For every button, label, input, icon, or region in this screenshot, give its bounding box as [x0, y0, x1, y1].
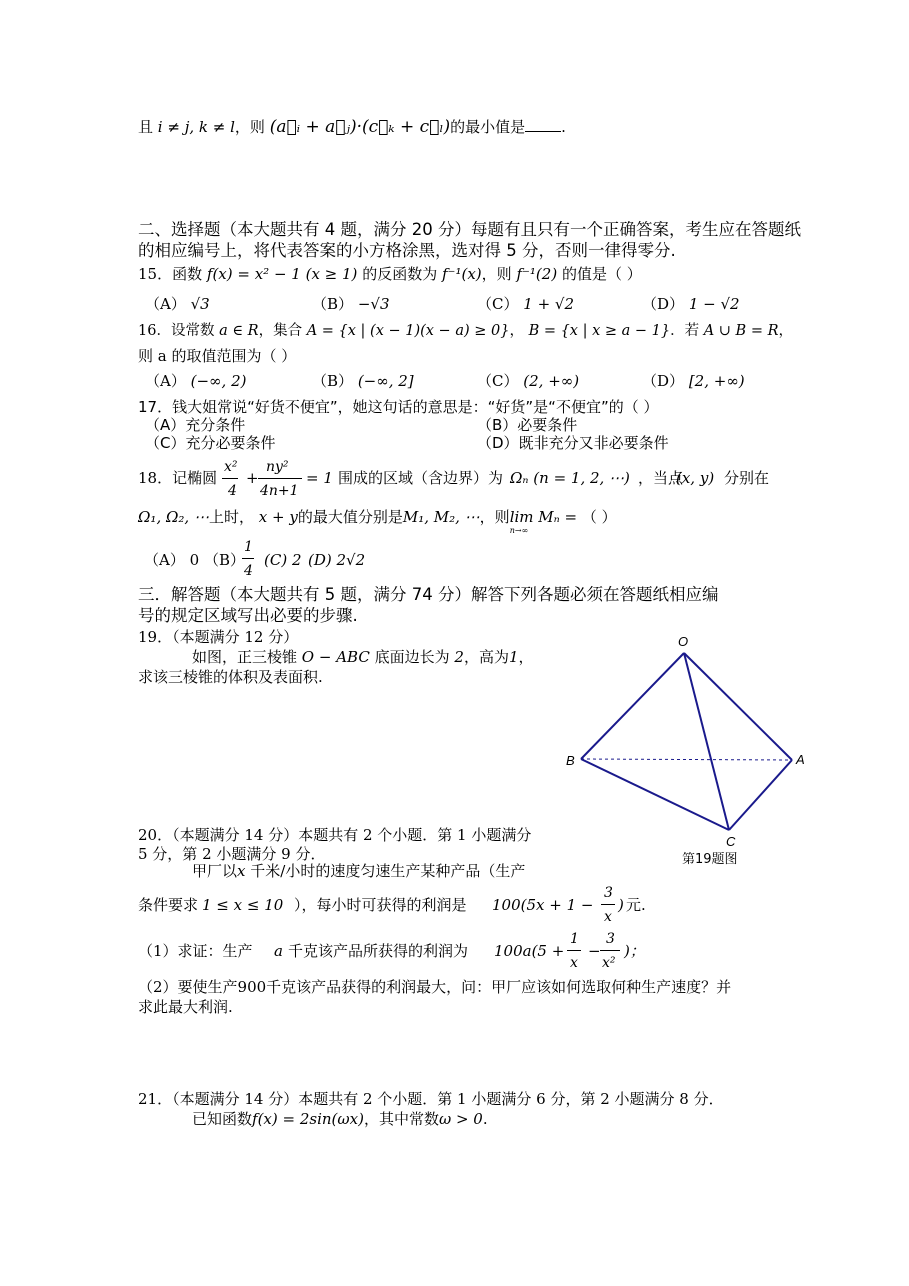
option-label: （D） [642, 295, 685, 313]
option-label: （A） [145, 416, 186, 434]
condition: 1 ≤ x ≤ 10 [202, 896, 284, 914]
text: 设常数 [170, 323, 215, 339]
text: − [588, 942, 601, 960]
question-20-head: 20．（本题满分 14 分）本题共有 2 个小题．第 1 小题满分 [138, 826, 532, 844]
value: 1 [508, 648, 519, 666]
edge-ob [581, 653, 684, 759]
text: 元. [626, 896, 646, 914]
text: 分别在 [724, 469, 770, 487]
text: ，当点 [638, 469, 684, 487]
text: . [561, 118, 566, 136]
q14-continuation [138, 118, 566, 136]
question-19-body [192, 648, 534, 666]
text: + [246, 469, 259, 487]
inverse-function: f⁻¹(x) [442, 265, 482, 283]
text: ，则 [479, 508, 510, 526]
text: ) [618, 896, 624, 914]
edge-bc [581, 759, 729, 830]
vector-expression: (a⃗ᵢ + a⃗ⱼ)·(c⃗ₖ + c⃗ₗ) [269, 117, 451, 137]
fraction-numerator: x² [224, 459, 238, 475]
text: )； [624, 942, 645, 960]
fraction-numerator: 1 [570, 931, 579, 947]
text: 的值是（ ） [561, 265, 642, 283]
option-label: （D） [477, 434, 519, 452]
question-17: 17．钱大姐常说“好货不便宜”，她这句话的意思是：“好货”是“不便宜”的（ ） [138, 398, 659, 416]
fraction-denominator: 4n+1 [260, 483, 299, 499]
option-label: （C） [145, 434, 186, 452]
point-expression: (x, y) [676, 469, 715, 487]
q16-option-c [477, 372, 579, 390]
option-label: （A） [145, 372, 186, 390]
question-number: 16． [138, 323, 171, 339]
text: 如图，正三棱锥 [192, 648, 298, 666]
text: ，则 [234, 118, 265, 136]
question-21-head: 21．（本题满分 14 分）本题共有 2 个小题．第 1 小题满分 6 分，第 2 小题满分 8 分． [138, 1090, 724, 1108]
fraction-denominator: x [604, 909, 612, 925]
limit-text: lim Mₙ = [509, 508, 578, 526]
option-label: （C） [477, 372, 519, 390]
set-b: B = {x | x ≥ a − 1} [528, 323, 671, 339]
option-value: 必要条件 [517, 416, 578, 434]
fraction-denominator: x [570, 955, 578, 971]
pyramid-name: O − ABC [301, 648, 370, 666]
q15-option-a [145, 295, 210, 313]
q16-option-a [145, 372, 246, 390]
question-20-part2-line1: （2）要使生产900千克该产品获得的利润最大，问：甲厂应该如何选取何种生产速度？并 [138, 978, 732, 996]
fraction-bar [600, 950, 620, 951]
question-15 [138, 265, 642, 283]
option-value: (−∞, 2) [190, 372, 247, 390]
text: 的最大值分别是 [297, 508, 403, 526]
text: 的反函数为 [362, 265, 438, 283]
option-value: 充分必要条件 [185, 434, 276, 452]
question-16 [138, 322, 793, 340]
edge-oc [684, 653, 729, 830]
text: 千米/小时的速度匀速生产某种产品（生产 [250, 862, 526, 880]
text: 且 [138, 118, 154, 136]
edge-oa [684, 653, 792, 760]
profit-expression: 100(5x + 1 − [492, 896, 594, 914]
q17-option-d [477, 434, 669, 452]
q18-option-c: (C) 2 [264, 551, 302, 569]
option-value: 1 − √2 [688, 295, 740, 313]
question-20-body1 [192, 862, 525, 880]
section2-title-2: 的相应编号上，将代表答案的小方格涂黑，选对得 5 分，否则一律得零分. [138, 241, 676, 260]
expression: x + y [258, 508, 298, 526]
option-value: −√3 [357, 295, 390, 313]
fraction-bar [242, 558, 254, 559]
text: （ ） [581, 508, 617, 526]
option-value: 充分条件 [185, 416, 246, 434]
condition: i ≠ j, k ≠ l [157, 118, 235, 136]
fraction-numerator: ny² [266, 459, 289, 475]
label-c: C [726, 834, 736, 849]
edge-ac [729, 760, 792, 830]
text: ， [778, 323, 793, 339]
value-expression: f⁻¹(2) [516, 265, 558, 283]
text: ，集合 [258, 323, 303, 339]
q18-option-a: （A） 0 [144, 551, 200, 569]
text: . [482, 1110, 488, 1128]
fraction-bar [222, 478, 238, 479]
q16-option-b [312, 372, 414, 390]
option-label: （C） [477, 295, 519, 313]
question-21-body [192, 1110, 488, 1128]
q17-option-c [145, 434, 276, 452]
set-a: A = {x | (x − 1)(x − a) ≥ 0} [306, 323, 510, 339]
option-label: （B） [312, 295, 354, 313]
option-value: √3 [190, 295, 210, 313]
condition: ω > 0 [438, 1110, 483, 1128]
text: ，其中常数 [363, 1110, 439, 1128]
q17-option-a [145, 416, 245, 434]
fraction-denominator: x² [602, 955, 616, 971]
fraction-numerator: 1 [244, 539, 253, 555]
fraction-bar [601, 904, 615, 905]
q18-option-b-label: （B） [204, 551, 246, 569]
q18-option-d: (D) 2√2 [308, 551, 366, 569]
section2-title-1: 二、选择题（本大题共有 4 题，满分 20 分）每题有且只有一个正确答案，考生应在答题纸 [138, 220, 801, 239]
limit-subscript: n→∞ [509, 526, 529, 535]
edge-ba-hidden [581, 759, 792, 760]
pyramid-figure [560, 630, 820, 870]
union-expression: A ∪ B = R [703, 323, 779, 339]
option-value: 既非充分又非必要条件 [518, 434, 669, 452]
text: 围成的区域（含边界）为 [338, 469, 504, 487]
variable: x [237, 862, 246, 880]
condition: a ∈ R [219, 323, 259, 339]
variable: a [274, 942, 283, 960]
q16-option-d [642, 372, 745, 390]
fraction-numerator: 3 [604, 885, 613, 901]
function-expression: f(x) = x² − 1 (x ≥ 1) [206, 265, 358, 283]
text: 条件要求 [138, 896, 199, 914]
text: ），每小时可获得的利润是 [294, 896, 467, 914]
text: 已知函数 [192, 1110, 253, 1128]
option-value: 1 + √2 [523, 295, 575, 313]
fraction-denominator: 4 [244, 563, 253, 579]
question-number: 15． [138, 265, 173, 283]
text: ．若 [670, 323, 700, 339]
text: 甲厂以 [192, 862, 238, 880]
question-20-part2-line2: 求此最大利润. [138, 998, 233, 1016]
text: 的最小值是 [450, 118, 526, 136]
option-label: （B） [312, 372, 354, 390]
label-a: A [796, 752, 805, 767]
question-19-head: 19．（本题满分 12 分） [138, 628, 299, 646]
fraction-bar [567, 950, 581, 951]
fraction-denominator: 4 [228, 483, 237, 499]
text: ，高为 [463, 648, 509, 666]
text: 函数 [172, 265, 203, 283]
q15-option-b [312, 295, 389, 313]
label-o: O [678, 634, 689, 649]
q16-line2: 则 a 的取值范围为（ ） [138, 347, 297, 365]
limit-expression [509, 508, 578, 535]
figure-caption: 第19题图 [682, 852, 738, 867]
option-label: （B） [477, 416, 518, 434]
text: （1）求证：生产 [138, 942, 253, 960]
option-value: (−∞, 2] [357, 372, 414, 390]
label-b: B [566, 753, 575, 768]
q17-option-b [477, 416, 577, 434]
text: 千克该产品所获得的利润为 [288, 942, 469, 960]
option-value: (2, +∞) [523, 372, 580, 390]
max-list: M₁, M₂, ⋯ [402, 508, 480, 526]
option-label: （D） [642, 372, 685, 390]
value: 2 [454, 648, 464, 666]
question-19-line2: 求该三棱锥的体积及表面积. [138, 668, 323, 686]
q18-line2 [138, 508, 617, 538]
section3-title-2: 号的规定区域写出必要的步骤. [138, 606, 358, 625]
fraction-numerator: 3 [606, 931, 615, 947]
text: ，则 [481, 265, 512, 283]
region-expression: Ωₙ (n = 1, 2, ⋯) [510, 469, 630, 487]
option-value: [2, +∞) [688, 372, 745, 390]
text: = 1 [306, 469, 333, 487]
text: 底面边长为 [374, 648, 450, 666]
q15-option-d [642, 295, 740, 313]
answer-blank [525, 119, 561, 132]
q15-option-c [477, 295, 574, 313]
option-label: （A） [145, 295, 186, 313]
text: ， [518, 648, 534, 666]
text: ， [509, 323, 524, 339]
text: 18．记椭圆 [138, 469, 218, 487]
section3-title-1: 三．解答题（本大题共有 5 题，满分 74 分）解答下列各题必须在答题纸相应编 [138, 585, 719, 604]
profit-expression: 100a(5 + [494, 942, 565, 960]
region-list: Ω₁, Ω₂, ⋯ [138, 508, 209, 526]
question-20-head2: 5 分，第 2 小题满分 9 分． [138, 845, 326, 863]
text: 上时， [208, 508, 254, 526]
fraction-bar [258, 478, 302, 479]
function-expression: f(x) = 2sin(ωx) [252, 1110, 364, 1128]
